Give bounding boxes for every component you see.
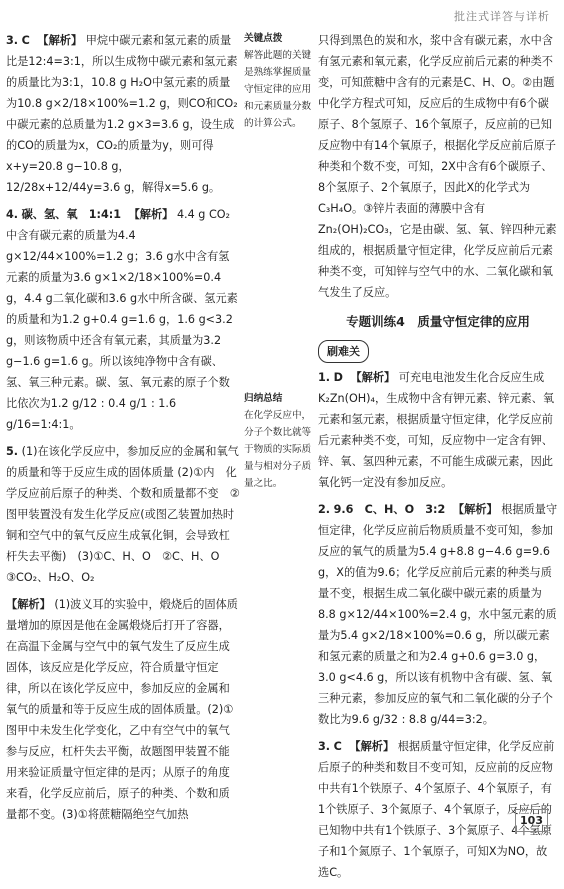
- section-title: 专题训练4 质量守恒定律的应用: [346, 314, 530, 329]
- question-3: [6, 30, 240, 198]
- question-number: 2.: [318, 503, 331, 516]
- answer: (1)在该化学反应中，参加反应的金属和氧气的质量和等于反应生成的固体质量: [6, 445, 239, 479]
- question-number: 3.: [318, 740, 331, 753]
- analysis-tag: 【解析】: [37, 34, 83, 47]
- side-note-1: [244, 30, 314, 132]
- question-number: 5.: [6, 445, 19, 458]
- analysis-text: (1)波义耳的实验中，煅烧后的固体质量增加的原因是他在金属煅烧后打开了容器，在高温下金属与空气中的氧气发生了反应生成固体，该反应是化学反应，符合质量守恒定律，所以在该化学反应中，参加反应的金属和氧气的质量和等于反应生成的固体质量。(2)①图甲中未发生化学变化，乙中有空气中的氧气参与反应，杠杆失去平衡，故题图甲装置不能用来验证质量守恒定律的是丙；从原子的角度来看，化学反应前后，原子的种类、个数和质量都不变。(3)①将蔗糖隔绝空气加热: [6, 598, 238, 821]
- analysis-text: 根据质量守恒定律，化学反应前后原子的种类和数目不变可知，反应前的反应物中共有1个铁原子、4个氢原子、4个氧原子，有1个铁原子、3个氮原子、4个氧原子，反应后的已知物中共有1个铁原子、3个氮原子、4个氢原子和1个氮原子、1个氧原子，可知X为NO，故选C。: [318, 740, 555, 879]
- continued-analysis: 只得到黑色的炭和水，浆中含有碳元素，水中含有氢元素和氧元素，化学反应前后元素的种类不变，可知蔗糖中含有的元素是C、H、O。②由题中化学方程式可知，反应后的生成物中有6个碳原子、8个氢原子、16个氧原子，反应前的已知反应物中有14个氧原子，根据化学反应前后原子种类和个数不变，可知，2X中含有6个碳原子、8个氢原子、2个氧原子，因此X的化学式为C₃H₄O。③锌片表面的薄膜中含有Zn₂(OH)₂CO₃，它是由碳、氢、氧、锌四种元素组成的，根据质量守恒定律，化学反应前后元素种类不变，可知锌与空气中的水、二氧化碳和氧气发生了反应。: [318, 34, 557, 299]
- answer: 碳、氢、氧 1:4:1: [21, 208, 122, 221]
- question-number: 4.: [6, 208, 19, 221]
- analysis-tag: 【解析】: [350, 371, 396, 384]
- question-5: [6, 441, 240, 588]
- left-column: [6, 30, 240, 831]
- analysis-tag: 【解析】: [128, 208, 174, 221]
- answer: 9.6 C、H、O 3:2: [333, 503, 446, 516]
- side-note-title: 归纳总结: [244, 393, 283, 404]
- analysis-text: 4.4 g CO₂中含有碳元素的质量为4.4 g×12/44×100%=1.2 g；3.6 g水中含有氢元素的质量为3.6 g×1×2/18×100%=0.4 g，4.4 g二氧化碳和3.6 g水中所含碳、氢元素的质量和为1.2 g+0.4 g=1.6 g，1.6 g<3.2 g，则该物质中还含有氧元素，其质量为3.2 g−1.6 g=1.6 g。所以该纯净物中含有碳、氢、氧三种元素。碳、氢、氧元素的原子个数比依次为1.2 g/12 : 0.4 g/1 : 1.6 g/16=1:4:1。: [6, 208, 238, 431]
- answer: C: [21, 34, 30, 47]
- question-number: 3.: [6, 34, 19, 47]
- side-note-2: [244, 390, 314, 492]
- answer-text: (2)①内 化学反应前后原子的种类、个数和质量都不变 ②图甲装置没有发生化学反应(或图乙装置加热时铜和空气中的氧气反应生成氧化铜，会导致杠杆失去平衡) (3)①C、H、O ②C、H、O ③CO₂、H₂O、O₂: [6, 466, 240, 584]
- answer: D: [333, 371, 343, 384]
- question-4: [6, 204, 240, 435]
- question-number: 1.: [318, 371, 331, 384]
- difficulty-badge: 刷难关: [318, 340, 369, 363]
- question-5-analysis: [6, 594, 240, 825]
- side-note-title: 关键点拨: [244, 33, 283, 44]
- question-1: [318, 367, 558, 493]
- question-2: [318, 499, 558, 730]
- side-note-text: 在化学反应中，分子个数比就等于物质的实际质量与相对分子质量之比。: [244, 410, 312, 489]
- side-note-text: 解答此题的关键是熟练掌握质量守恒定律的应用和元素质量分数的计算公式。: [244, 50, 312, 129]
- answer: C: [333, 740, 342, 753]
- analysis-tag: 【解析】: [452, 503, 498, 516]
- analysis-tag: 【解析】: [6, 598, 51, 611]
- analysis-text: 可充电电池发生化合反应生成K₂Zn(OH)₄，生成物中含有钾元素、锌元素、氧元素和氢元素，根据质量守恒定律，化学反应前后元素种类不变，可知，反应物中一定含有钾、锌、氧、氢四种元素，不可能生成碳元素，因此氧化钙一定没有参加反应。: [318, 371, 555, 489]
- analysis-tag: 【解析】: [349, 740, 395, 753]
- page-header: 批注式详答与详析: [454, 10, 550, 23]
- right-column: [318, 30, 558, 889]
- page-number: 103: [515, 809, 548, 832]
- analysis-text: 根据质量守恒定律，化学反应前后物质质量不变可知，参加反应的氧气的质量为5.4 g+8.8 g−4.6 g=9.6 g，X的值为9.6；化学反应前后元素的种类与质量不变，根据生成二氧化碳中碳元素的质量为8.8 g×12/44×100%=2.4 g，水中氢元素的质量为5.4 g×2/18×100%=0.6 g，所以碳元素和氢元素的质量之和为2.4 g+0.6 g=3.0 g，3.0 g<4.6 g，所以该有机物中含有碳、氢、氧三种元素，参加反应的氧气和二氧化碳的分子个数比为9.6 g/32 : 8.8 g/44=3:2。: [318, 503, 558, 726]
- analysis-text: 甲烷中碳元素和氢元素的质量比是12:4=3:1，所以生成物中碳元素和氢元素的质量比为3:1，10.8 g H₂O中氢元素的质量为10.8 g×2/18×100%=1.2 g，则CO和CO₂中碳元素的总质量为1.2 g×3=3.6 g，设生成的CO的质量为x，CO₂的质量为y，则可得x+y=20.8 g−10.8 g，12/28x+12/44y=3.6 g，解得x=5.6 g。: [6, 34, 238, 194]
